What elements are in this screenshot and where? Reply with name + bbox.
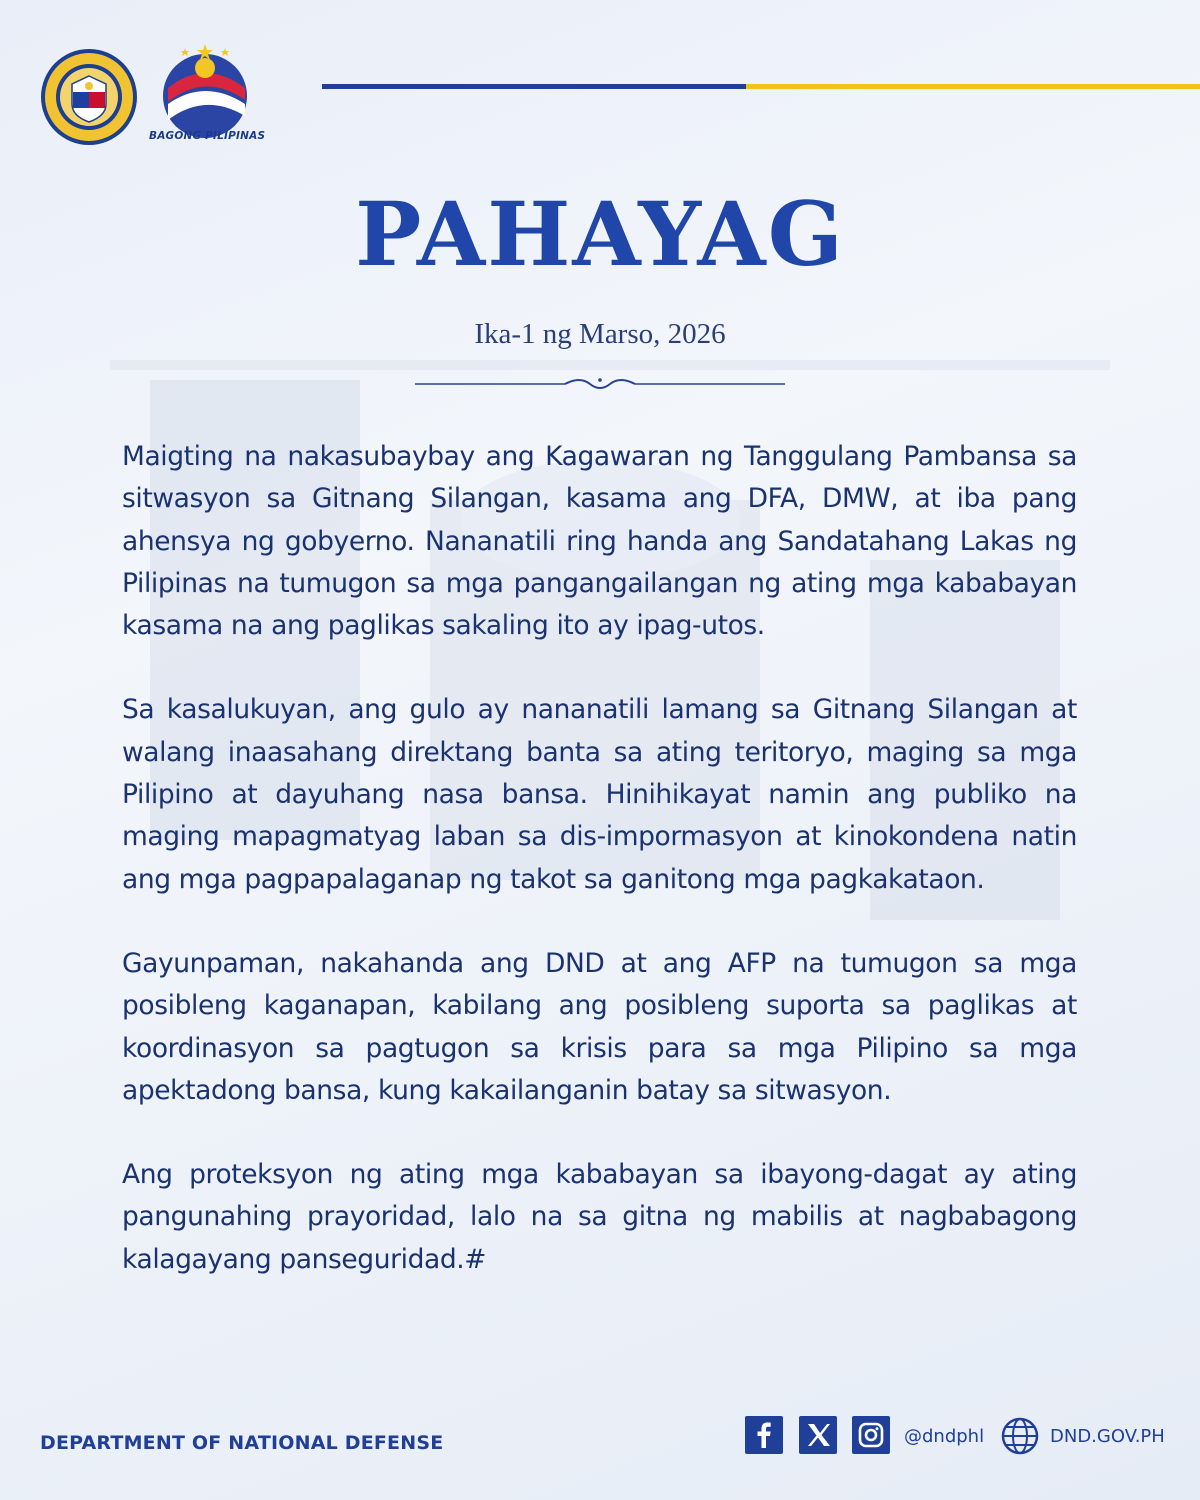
globe-icon [1000, 1416, 1040, 1456]
footer-department: DEPARTMENT OF NATIONAL DEFENSE [40, 1432, 444, 1454]
paragraph-2: Sa kasalukuyan, ang gulo ay nananatili lamang sa Gitnang Silangan at walang inaasahang direktang banta sa ating teritoryo, maging sa mga Pilipino at dayuhang nasa bansa. Hinihikayat namin ang publiko na maging mapagmatyag laban sa dis-impormasyon at kinokondena natin ang mga pagpapalaganap ng takot sa ganitong mga pagkakataon. [122, 694, 1077, 895]
statement-body [122, 436, 1077, 1323]
header [0, 0, 1200, 160]
website-link[interactable]: DND.GOV.PH [1050, 1426, 1165, 1447]
header-rule-blue [322, 84, 746, 89]
paragraph-1: Maigting na nakasubaybay ang Kagawaran ng Tanggulang Pambansa sa sitwasyon sa Gitnang Silangan, kasama ang DFA, DMW, at iba pang ahensya ng gobyerno. Nananatili ring handa ang Sandatahang Lakas ng Pilipinas na tumugon sa mga pangangailangan ng ating mga kababayan kasama na ang paglikas sakaling ito ay ipag-utos. [122, 441, 1077, 642]
header-rule-gold [746, 84, 1200, 89]
dnd-seal-logo [40, 48, 138, 146]
ornament-divider [415, 372, 785, 396]
instagram-icon[interactable] [852, 1416, 890, 1454]
paragraph-3: Gayunpaman, nakahanda ang DND at ang AFP na tumugon sa mga posibleng kaganapan, kabilang ang posibleng suporta sa paglikas at koordinasyon sa pagtugon sa krisis para sa mga Pilipino sa mga apektadong bansa, kung kakailanganin batay sa sitwasyon. [122, 947, 1077, 1106]
statement-date: Ika-1 ng Marso, 2026 [474, 318, 726, 350]
paragraph-4: Ang proteksyon ng ating mga kababayan sa ibayong-dagat ay ating pangunahing prayoridad, lalo na sa gitna ng mabilis at nagbabagong kalagayang panseguridad.# [122, 1159, 1077, 1275]
facebook-icon[interactable] [745, 1416, 783, 1454]
page-title: PAHAYAG [355, 182, 845, 286]
bagong-pilipinas-label: BAGONG PILIPINAS [149, 130, 266, 142]
x-icon[interactable] [799, 1416, 837, 1454]
social-handle[interactable]: @dndphl [904, 1426, 985, 1447]
